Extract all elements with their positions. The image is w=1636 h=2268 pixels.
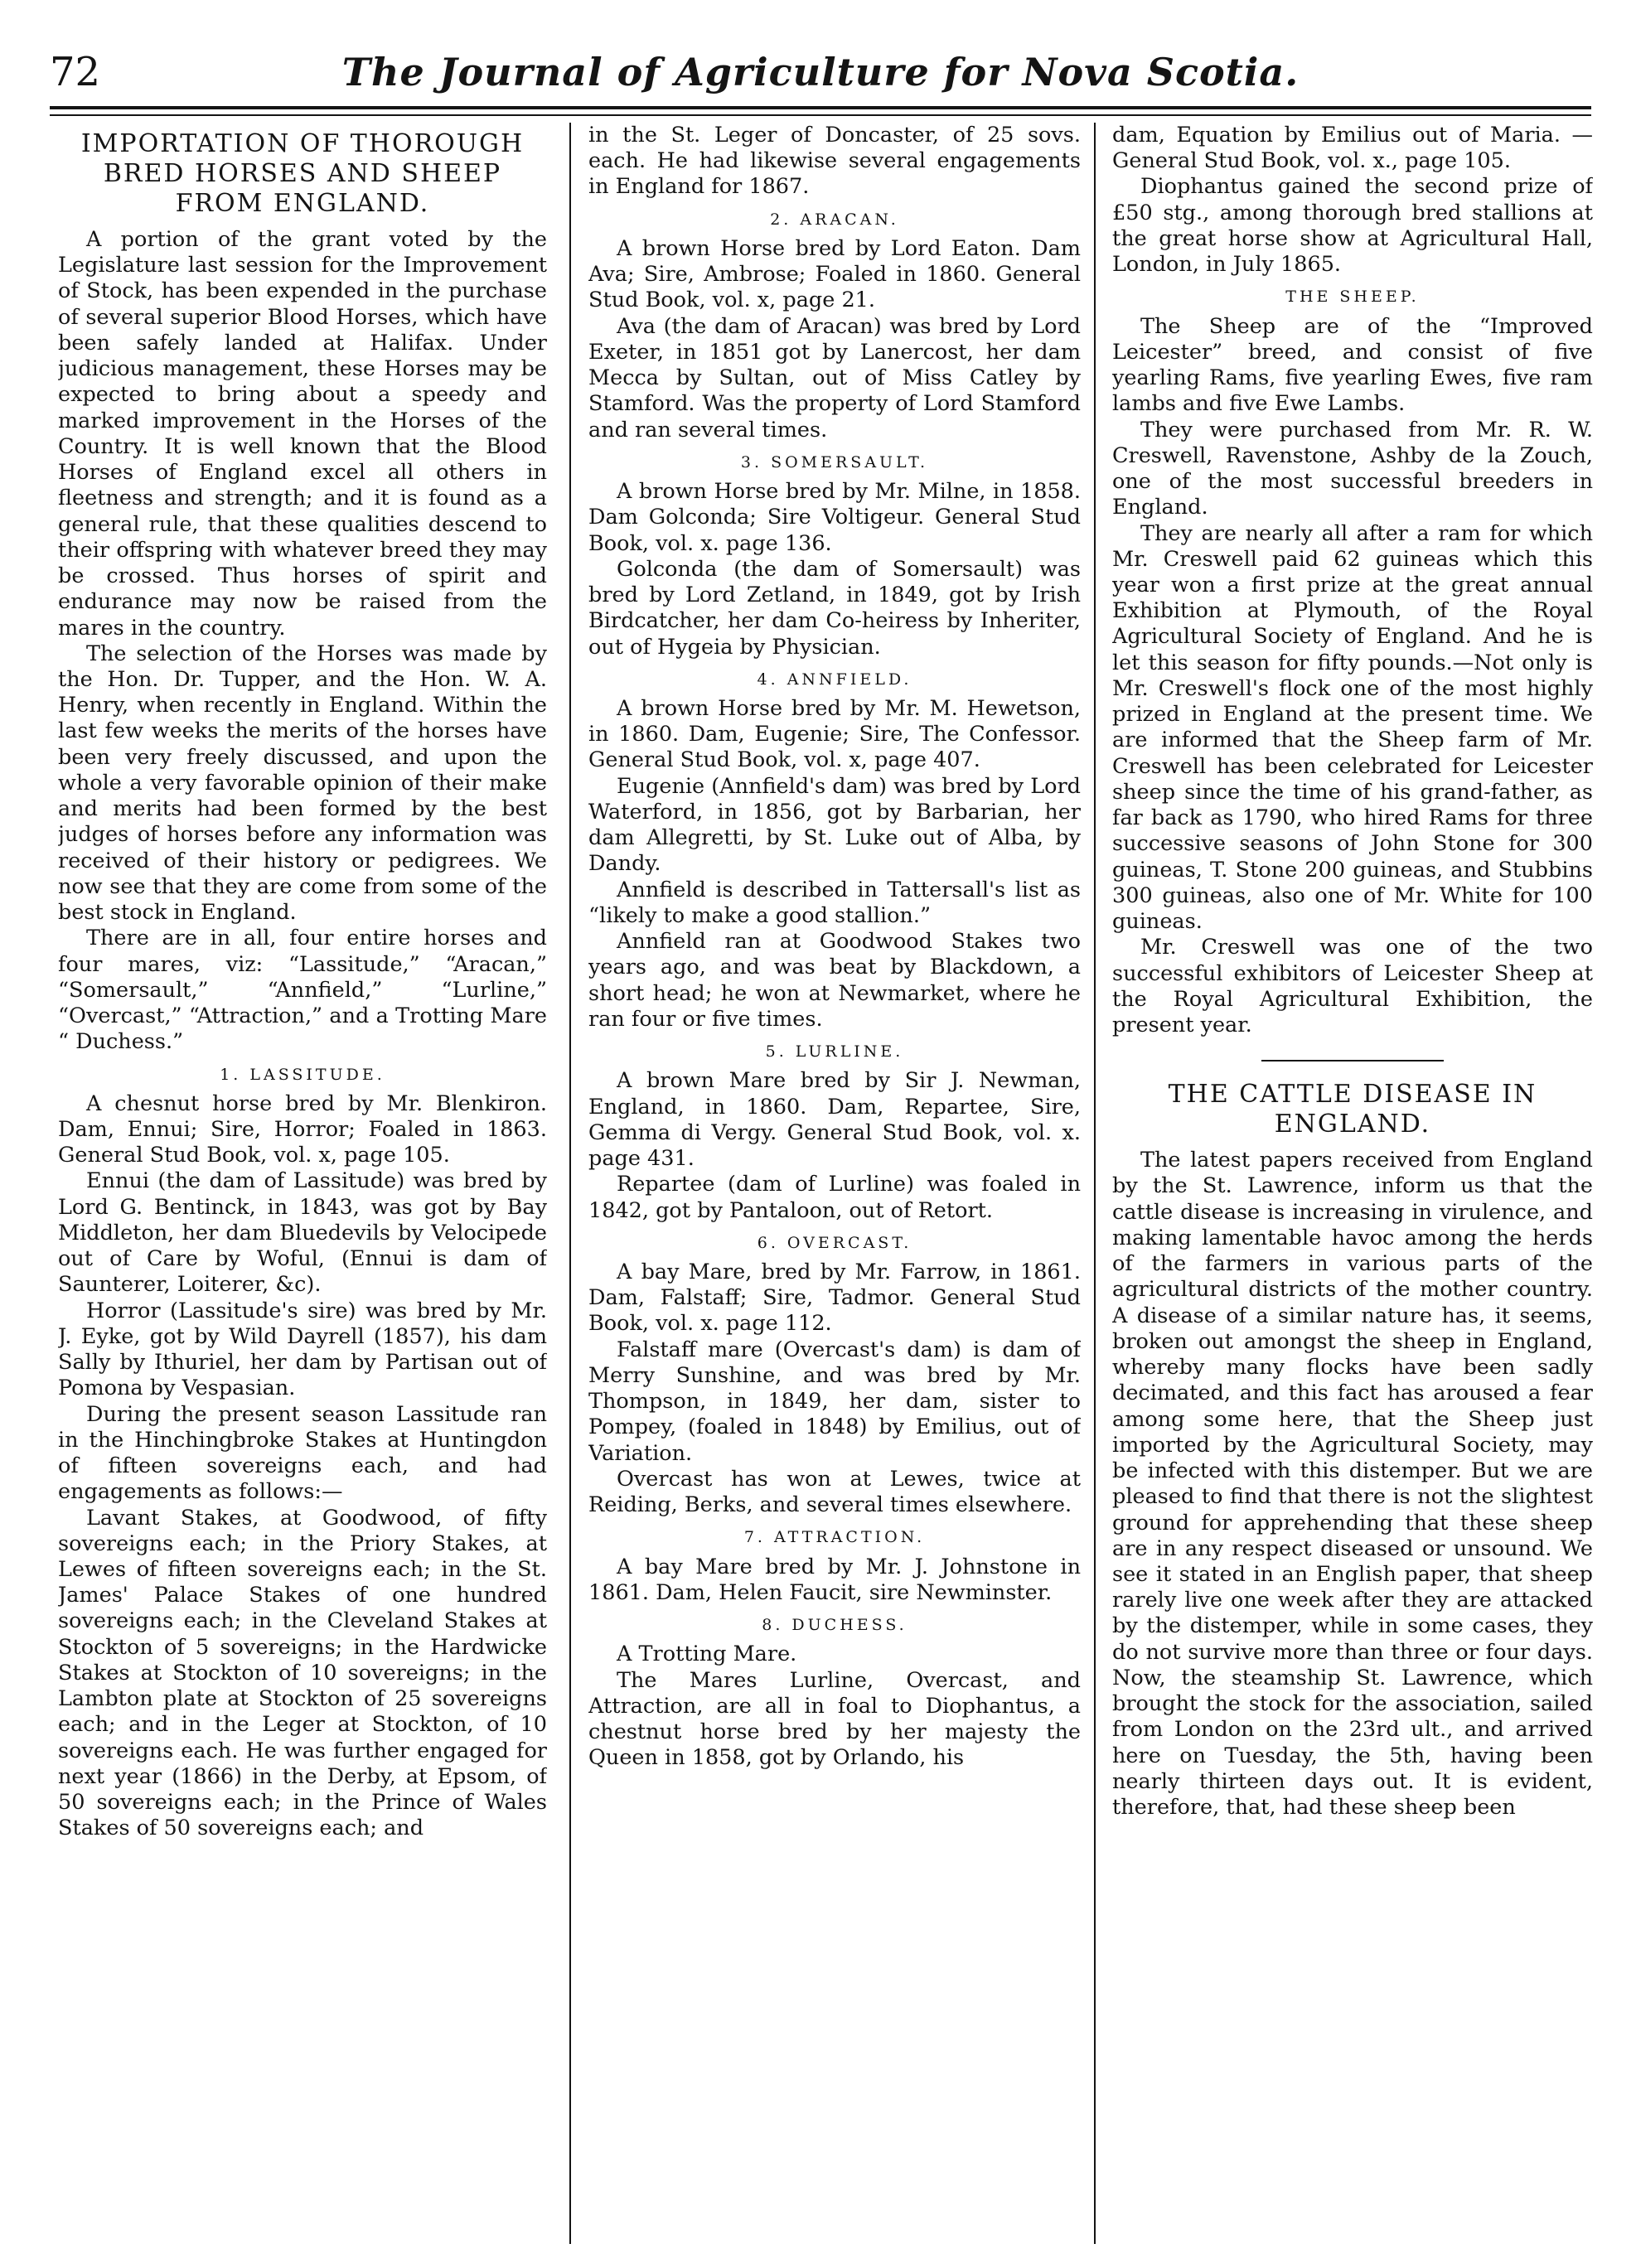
paragraph: Ava (the dam of Aracan) was bred by Lord Exeter, in 1851 got by Lanercost, her dam Mecca by Sultan, out of Miss Catley by Stamford. Was the property of Lord Stamford and ran several times. [588,313,1081,442]
paragraph: Repartee (dam of Lurline) was foaled in 1842, got by Pantaloon, out of Retort. [588,1172,1081,1223]
section-title: 8. DUCHESS. [762,1616,908,1635]
section-title: 5. LURLINE. [765,1042,904,1061]
paragraph: The Sheep are of the “Improved Leicester” breed, and consist of five yearling Rams, five yearling Ewes, five ram lambs and five Ewe Lambs. [1112,313,1593,417]
paragraph: Eugenie (Annfield's dam) was bred by Lord Waterford, in 1856, got by Barbarian, her dam Allegretti, by St. Luke out of Alba, by Dandy. [588,773,1081,877]
page-number: 72 [50,49,101,95]
paragraph: Horror (Lassitude's sire) was bred by Mr. J. Eyke, got by Wild Dayrell (1857), his dam Sally by Ithuriel, her dam by Partisan out of Pomona by Vespasian. [58,1298,547,1401]
section-title: 6. OVERCAST. [757,1233,912,1252]
paragraph: A Trotting Mare. [617,1642,797,1667]
column-divider-1 [569,123,571,2244]
section-divider [1261,1060,1444,1061]
paragraph: Diophantus gained the second prize of £50 stg., among thorough bred stallions at the great horse show at Agricultural Hall, London, in July 1865. [1112,174,1593,278]
text-column-1 [58,123,547,2244]
article-title: THE CATTLE DISEASE IN ENGLAND. [1168,1080,1537,1139]
header-rule-thick [50,106,1591,109]
text-column-2 [588,123,1081,2244]
paragraph: Mr. Creswell was one of the two successful exhibitors of Leicester Sheep at the Royal Agricultural Exhibition, the present year. [1112,935,1593,1037]
section-title: 4. ANNFIELD. [757,670,912,689]
paragraph: A bay Mare, bred by Mr. Farrow, in 1861. Dam, Falstaff; Sire, Tadmor. General Stud Book, vol. x. page 112. [588,1260,1081,1337]
paragraph: The latest papers received from England by the St. Lawrence, inform us that the cattle disease is increasing in virulence, and making lamentable havoc among the herds of the farmers in various parts of the agricultural districts of the mother country. A disease of a similar nature has, it seems, broken out amongst the sheep in England, whereby many flocks have been sadly decimated, and this fact has aroused a fear among some here, that the Sheep just imported by the Agricultural Society, may be infected with this distemper. But we are pleased to find that there is not the slightest ground for apprehending that these sheep are in any respect diseased or unsound. We see it stated in an English paper, that sheep rarely live one week after they are attacked by the distemper, while in some cases, they do not survive more than three or four days. Now, the steamship St. Lawrence, which brought the stock for the association, sailed from London on the 23rd ult., and arrived here on Tuesday, the 5th, having been nearly thirteen days out. It is evident, therefore, that, had these sheep been [1112,1148,1593,1821]
paragraph: dam, Equation by Emilius out of Maria. —General Stud Book, vol. x., page 105. [1112,123,1593,174]
page-header [50,43,1591,101]
paragraph: A bay Mare bred by Mr. J. Johnstone in 1861. Dam, Helen Faucit, sire Newminster. [588,1554,1081,1605]
running-title: The Journal of Agriculture for Nova Scotia. [341,50,1300,94]
paragraph: A brown Horse bred by Mr. Milne, in 1858. Dam Golconda; Sire Voltigeur. General Stud Book, vol. x. page 136. [588,479,1081,556]
paragraph: Golconda (the dam of Somersault) was bred by Lord Zetland, in 1849, got by Irish Birdcatcher, her dam Co-heiress by Inheriter, out of Hygeia by Physician. [588,556,1081,660]
paragraph: Overcast has won at Lewes, twice at Reiding, Berks, and several times elsewhere. [588,1466,1081,1518]
column-divider-2 [1094,123,1096,2244]
paragraph: Lavant Stakes, at Goodwood, of fifty sovereigns each; in the Priory Stakes, at Lewes of fifteen sovereigns each; in the St. James' Palace Stakes of one hundred sovereigns each; in the Cleveland Stakes at Stockton of 5 sovereigns; in the Hardwicke Stakes at Stockton of 10 sovereigns; in the Lambton plate at Stockton of 25 sovereigns each; and in the Leger at Stockton, of 10 sovereigns each. He was further engaged for next year (1866) in the Derby, at Epsom, of 50 sovereigns each; in the Prince of Wales Stakes of 50 sovereigns each; and [58,1505,547,1841]
paragraph: A brown Horse bred by Mr. M. Hewetson, in 1860. Dam, Eugenie; Sire, The Confessor. General Stud Book, vol. x, page 407. [588,696,1081,773]
paragraph: A brown Horse bred by Lord Eaton. Dam Ava; Sire, Ambrose; Foaled in 1860. General Stud Book, vol. x, page 21. [588,235,1081,313]
paragraph: Ennui (the dam of Lassitude) was bred by Lord G. Bentinck, in 1843, was got by Bay Middleton, her dam Bluedevils by Velocipede out of Care by Woful, (Ennui is dam of Saunterer, Loiterer, &c). [58,1168,547,1298]
paragraph: Falstaff mare (Overcast's dam) is dam of Merry Sunshine, and was bred by Mr. Thompson, in 1849, her dam, sister to Pompey, (foaled in 1848) by Emilius, out of Variation. [588,1337,1081,1466]
paragraph: They are nearly all after a ram for which Mr. Creswell paid 62 guineas which this year won a first prize at the great annual Exhibition at Plymouth, of the Royal Agricultural Society of England. And he is let this season for fifty pounds.—Not only is Mr. Creswell's flock one of the most highly prized in England at the present time. We are informed that the Sheep farm of Mr. Creswell has been celebrated for Leicester sheep since the time of his grand-father, as far back as 1790, who hired Rams for three successive seasons of John Stone for 300 guineas, T. Stone 200 guineas, and Stubbins 300 guineas, also one of Mr. White for 100 guineas. [1112,520,1593,935]
header-rule-thin [50,114,1591,116]
paragraph: A portion of the grant voted by the Legislature last session for the Improvement of Stock, has been expended in the purchase of several superior Blood Horses, which have been safely landed at Halifax. Under judicious management, these Horses may be expected to bring about a speedy and marked improvement in the Horses of the Country. It is well known that the Blood Horses of England excel all others in fleetness and strength; and it is found as a general rule, that these qualities descend to their offspring with whatever breed they may be crossed. Thus horses of spirit and endurance may now be raised from the mares in the country. [58,227,547,641]
paragraph: They were purchased from Mr. R. W. Creswell, Ravenstone, Ashby de la Zouch, one of the most successful breeders in England. [1112,417,1593,520]
paragraph: Annfield ran at Goodwood Stakes two years ago, and was beat by Blackdown, a short head; he won at Newmarket, where he ran four or five times. [588,929,1081,1032]
paragraph: in the St. Leger of Doncaster, of 25 sovs. each. He had likewise several engagements in England for 1867. [588,123,1081,200]
paragraph: There are in all, four entire horses and four mares, viz: “Lassitude,” “Aracan,” “Somersault,” “Annfield,” “Lurline,” “Overcast,” “Attraction,” and a Trotting Mare “ Duchess.” [58,926,547,1055]
section-title: 2. ARACAN. [770,210,899,229]
section-title: 7. ATTRACTION. [743,1528,926,1547]
text-column-3 [1112,123,1593,2244]
paragraph: A chesnut horse bred by Mr. Blenkiron. Dam, Ennui; Sire, Horror; Foaled in 1863. General Stud Book, vol. x, page 105. [58,1090,547,1168]
paragraph: The selection of the Horses was made by the Hon. Dr. Tupper, and the Hon. W. A. Henry, when recently in England. Within the last few weeks the merits of the horses have been very freely discussed, and upon the whole a very favorable opinion of their make and merits had been formed by the best judges of horses before any information was received of their history or pedigrees. We now see that they are come from some of the best stock in England. [58,641,547,926]
section-title: 1. LASSITUDE. [220,1065,385,1084]
paragraph: Annfield is described in Tattersall's list as “likely to make a good stallion.” [588,877,1081,928]
paragraph: A brown Mare bred by Sir J. Newman, England, in 1860. Dam, Repartee, Sire, Gemma di Vergy. General Stud Book, vol. x. page 431. [588,1068,1081,1172]
paragraph: The Mares Lurline, Overcast, and Attraction, are all in foal to Diophantus, a chestnut horse bred by her majesty the Queen in 1858, got by Orlando, his [588,1667,1081,1771]
paragraph: During the present season Lassitude ran in the Hinchingbroke Stakes at Huntingdon of fifteen sovereigns each, and had engagements as follows:— [58,1401,547,1505]
section-title: THE SHEEP. [1285,288,1420,307]
article-title: IMPORTATION OF THOROUGH BRED HORSES AND SHEEP FROM ENGLAND. [80,129,525,218]
section-title: 3. SOMERSAULT. [740,452,929,471]
